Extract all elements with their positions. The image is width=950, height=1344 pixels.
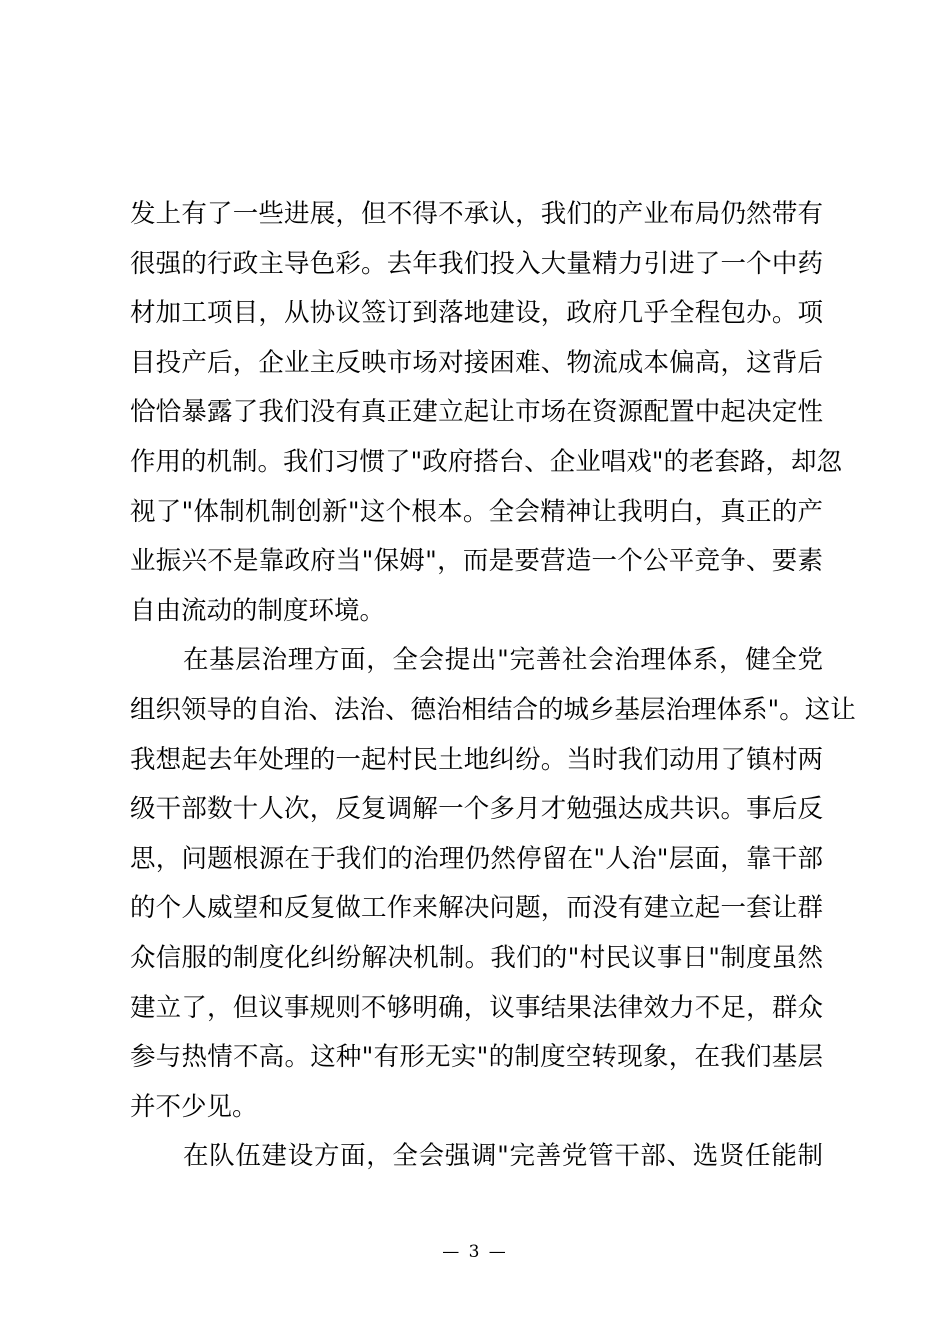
text-line: 发上有了一些进展，但不得不承认，我们的产业布局仍然带有: [130, 199, 823, 229]
document-body: [130, 190, 856, 1182]
text-line: 参与热情不高。这种"有形无实"的制度空转现象，在我们基层: [130, 1042, 823, 1073]
text-line: 组织领导的自治、法治、德治相结合的城乡基层治理体系"。这让: [130, 694, 856, 725]
text-line: 自由流动的制度环境。: [130, 595, 386, 626]
text-line: 众信服的制度化纠纷解决机制。我们的"村民议事日"制度虽然: [130, 942, 823, 973]
text-line: 视了"体制机制创新"这个根本。全会精神让我明白，真正的产: [130, 496, 823, 527]
text-line: 级干部数十人次，反复调解一个多月才勉强达成共识。事后反: [130, 794, 823, 825]
text-line: 很强的行政主导色彩。去年我们投入大量精力引进了一个中药: [130, 248, 823, 279]
page-number: — 3 —: [442, 1242, 508, 1262]
text-line: 作用的机制。我们习惯了"政府搭台、企业唱戏"的老套路，却忽: [130, 446, 842, 477]
text-line: 恰恰暴露了我们没有真正建立起让市场在资源配置中起决定性: [130, 397, 823, 428]
text-line: 思，问题根源在于我们的治理仍然停留在"人治"层面，靠干部: [130, 843, 823, 874]
text-line: 建立了，但议事规则不够明确，议事结果法律效力不足，群众: [130, 992, 823, 1023]
text-line: 目投产后，企业主反映市场对接困难、物流成本偏高，这背后: [130, 347, 823, 378]
paragraph-start-line: 在队伍建设方面，全会强调"完善党管干部、选贤任能制: [183, 1141, 823, 1172]
text-line: 的个人威望和反复做工作来解决问题，而没有建立起一套让群: [130, 893, 823, 924]
text-line: 材加工项目，从协议签订到落地建设，政府几乎全程包办。项: [130, 298, 823, 329]
paragraph-start-line: 在基层治理方面，全会提出"完善社会治理体系，健全党: [183, 645, 823, 676]
text-line: 并不少见。: [130, 1091, 258, 1122]
text-line: 我想起去年处理的一起村民土地纠纷。当时我们动用了镇村两: [130, 744, 823, 775]
text-line: 业振兴不是靠政府当"保姆"，而是要营造一个公平竞争、要素: [130, 546, 823, 577]
